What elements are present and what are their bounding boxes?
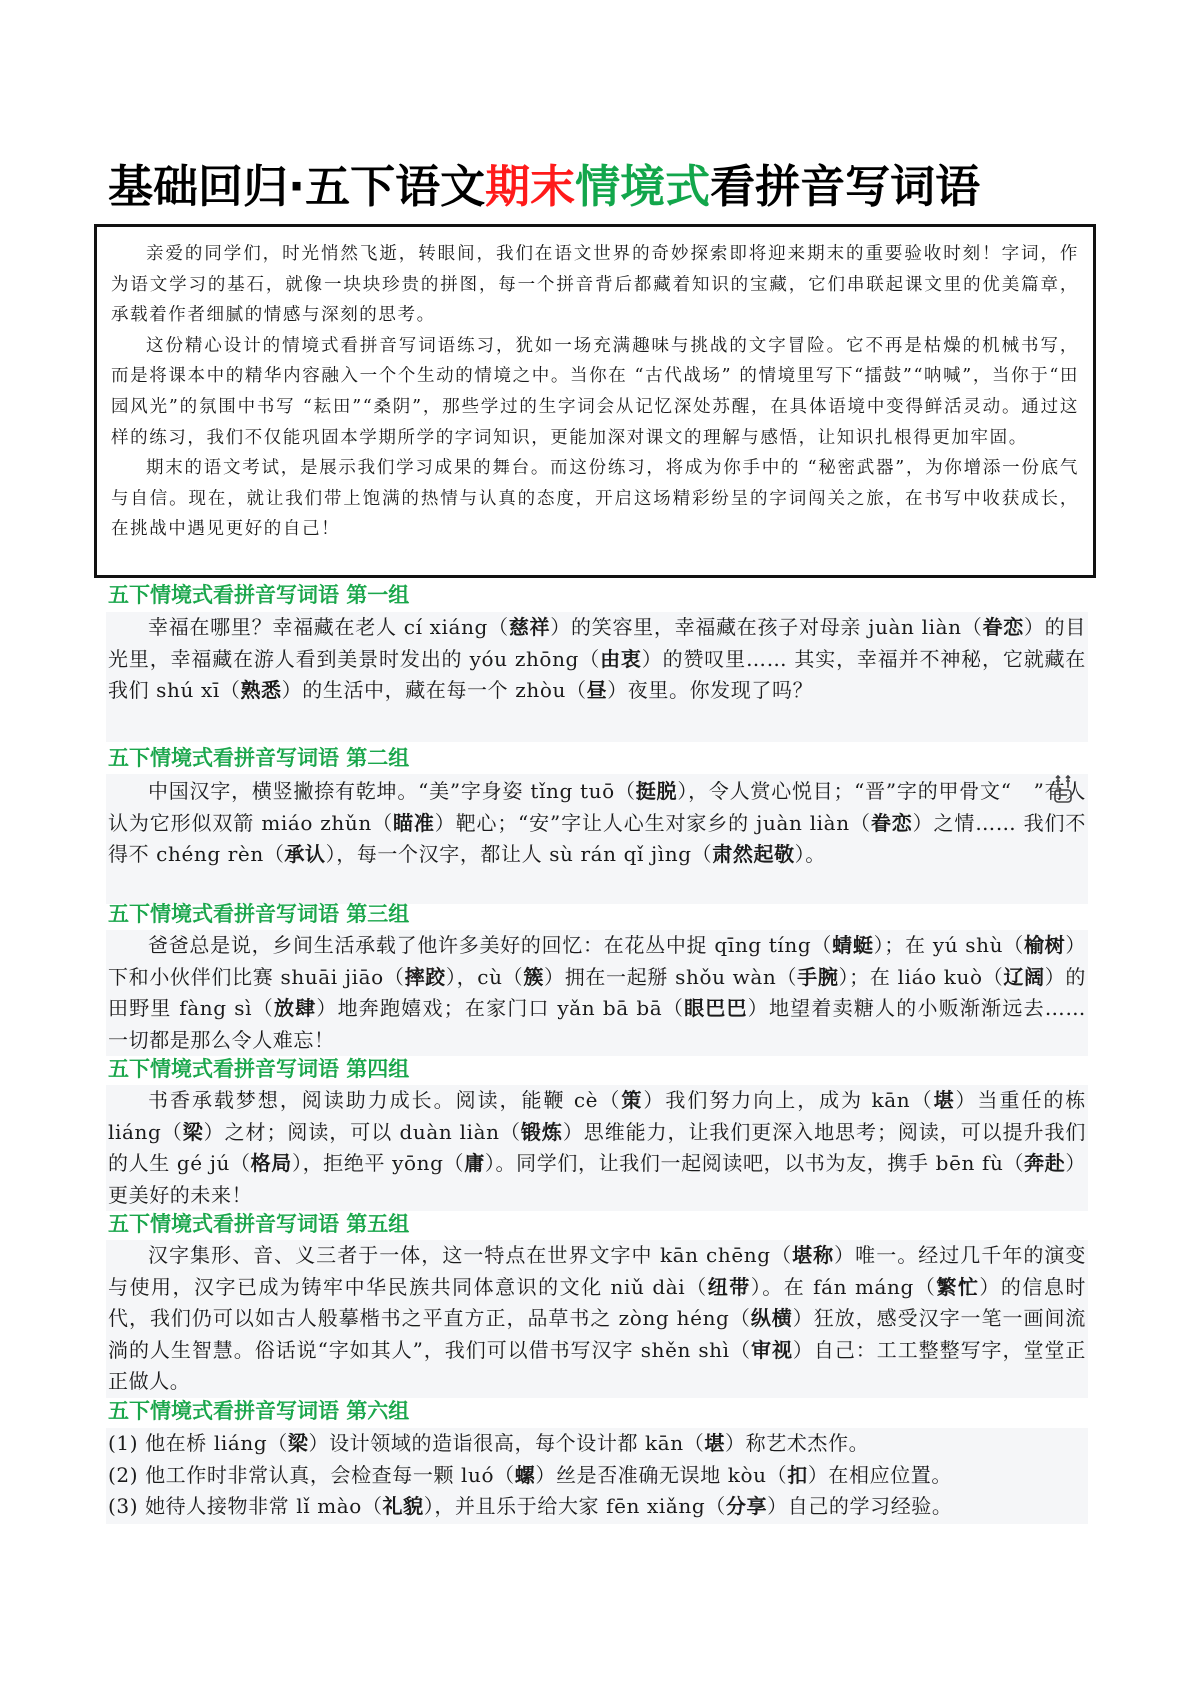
section-paragraph: 汉字集形、音、义三者于一体，这一特点在世界文字中 kān chēng（堪称）唯一。经过几千年的演变与使用，汉字已成为铸牢中华民族共同体意识的文化 niǔ dài（纽带）。在 fán máng（繁忙）的信息时代，我们仍可以如古人般摹楷书之平直方正，品草书之 zòng héng（纵横）狂放，感受汉字一笔一画间流淌的人生智慧。俗话说“字如其人”，我们可以借书写汉字 shěn shì（审视）自己：工工整整写字，堂堂正正做人。 [108, 1243, 1087, 1393]
section-heading-1: 五下情境式看拼音写词语 第一组 [108, 583, 410, 607]
intro-paragraph: 这份精心设计的情境式看拼音写词语练习，犹如一场充满趣味与挑战的文字冒险。它不再是枯燥的机械书写，而是将课本中的精华内容融入一个个生动的情境之中。当你在 “古代战场” 的情境里写下“擂鼓”“呐喊”，当你于“田园风光”的氛围中书写 “耘田”“桑阴”，那些学过的生字词会从记忆深处苏醒，在具体语境中变得鲜活灵动。通过这样的练习，我们不仅能巩固本学期所学的字词知识，更能加深对课文的理解与感悟，让知识扎根得更加牢固。 [111, 335, 1079, 448]
answer-word: 眷恋 [982, 615, 1024, 639]
answer-word: 辽阔 [1003, 964, 1045, 989]
answer-word: 审视 [750, 1337, 793, 1362]
section-body-6 [106, 1428, 1088, 1524]
section-body-1 [106, 612, 1088, 742]
intro-box [94, 224, 1096, 578]
answer-word: 堪 [933, 1088, 956, 1112]
answer-word: 蜻蜓 [832, 933, 874, 957]
answer-word: 堪 [704, 1431, 725, 1455]
answer-word: 格局 [250, 1151, 292, 1175]
answer-word: 慈祥 [508, 615, 551, 639]
answer-word: 奔赴 [1024, 1151, 1066, 1175]
intro-paragraph: 期末的语文考试，是展示我们学习成果的舞台。而这份练习，将成为你手中的 “秘密武器”，为你增添一份底气与自信。现在，就让我们带上饱满的热情与认真的态度，开启这场精彩纷呈的字词闯关之旅，在书写中收获成长，在挑战中遇见更好的自己！ [111, 458, 1079, 540]
answer-word: 肃然起敬 [712, 842, 795, 866]
section-heading-5: 五下情境式看拼音写词语 第五组 [108, 1212, 410, 1236]
answer-word: 簇 [523, 964, 545, 989]
exercise-item-3: (3) 她待人接物非常 lǐ mào（礼貌），并且乐于给大家 fēn xiǎng（分享）自己的学习经验。 [108, 1494, 953, 1518]
section-paragraph: 爸爸总是说，乡间生活承载了他许多美好的回忆：在花丛中捉 qīng tíng（蜻蜓）；在 yú shù（榆树）下和小伙伴们比赛 shuāi jiāo（摔跤），cù（簇）拥在一起掰 shǒu wàn（手腕）；在 liáo kuò（辽阔）的田野里 fàng sì（放肆）地奔跑嬉戏；在家门口 yǎn bā bā（眼巴巴）地望着卖糖人的小贩渐渐远去…… 一切都是那么令人难忘！ [108, 933, 1087, 1052]
answer-word: 分享 [725, 1494, 768, 1518]
intro-paragraph: 亲爱的同学们，时光悄然飞逝，转眼间，我们在语文世界的奇妙探索即将迎来期末的重要验收时刻！字词，作为语文学习的基石，就像一块块珍贵的拼图，每一个拼音背后都藏着知识的宝藏，它们串联起课文里的优美篇章，承载着作者细腻的情感与深刻的思考。 [111, 244, 1079, 326]
answer-word: 策 [621, 1088, 644, 1112]
answer-word: 眼巴巴 [684, 996, 748, 1020]
exercise-item-2: (2) 他工作时非常认真，会检查每一颗 luó（螺）丝是否准确无误地 kòu（扣）在相应位置。 [108, 1462, 953, 1487]
oracle-bone-glyph-icon [1012, 774, 1034, 804]
answer-word: 梁 [182, 1119, 204, 1144]
answer-word: 庸 [464, 1151, 485, 1175]
page-title [108, 152, 1098, 222]
answer-word: 梁 [287, 1431, 309, 1455]
answer-word: 由衷 [600, 646, 642, 671]
section-body-4 [106, 1085, 1088, 1211]
answer-word: 螺 [514, 1462, 536, 1487]
answer-word: 堪称 [792, 1243, 835, 1267]
section-paragraph: 幸福在哪里？幸福藏在老人 cí xiáng（慈祥）的笑容里，幸福藏在孩子对母亲 juàn liàn（眷恋）的目光里，幸福藏在游人看到美景时发出的 yóu zhōng（由衷）的赞叹里…… 其实，幸福并不神秘，它就藏在我们 shú xī（熟悉）的生活中，藏在每一个 zhòu（昼）夜里。你发现了吗？ [108, 615, 1086, 702]
answer-word: 扣 [787, 1462, 808, 1487]
section-body-3 [106, 930, 1088, 1056]
answer-word: 纽带 [707, 1274, 751, 1299]
answer-word: 手腕 [797, 964, 839, 989]
answer-word: 锻炼 [520, 1119, 563, 1144]
section-paragraph: 中国汉字，横竖撇捺有乾坤。“美”字身姿 tǐng tuō（挺脱），令人赏心悦目；“晋”字的甲骨文“ ”有人认为它形似双箭 miáo zhǔn（瞄准）靶心；“安”字让人心生对家乡的 juàn liàn（眷恋）之情…… 我们不得不 chéng rèn（承认），每一个汉字，都让人 sù rán qǐ jìng（肃然起敬）。 [108, 774, 1086, 871]
answer-word: 礼貌 [382, 1494, 424, 1518]
answer-word: 昼 [586, 678, 608, 702]
section-heading-6: 五下情境式看拼音写词语 第六组 [108, 1399, 410, 1423]
section-heading-2: 五下情境式看拼音写词语 第二组 [108, 746, 410, 770]
title-part-1: 基础回归·五下语文 [108, 160, 486, 213]
section-heading-4: 五下情境式看拼音写词语 第四组 [108, 1057, 410, 1081]
exercise-item-1: (1) 他在桥 liáng（梁）设计领域的造诣很高，每个设计都 kān（堪）称艺术杰作。 [108, 1431, 870, 1455]
answer-word: 纵横 [750, 1306, 793, 1330]
section-body-5 [106, 1240, 1088, 1398]
answer-word: 瞄准 [393, 810, 435, 835]
title-highlight-red: 期末 [485, 160, 576, 213]
answer-word: 榆树 [1023, 933, 1066, 957]
title-highlight-green: 情境式 [575, 160, 711, 213]
answer-word: 摔跤 [404, 964, 446, 989]
section-paragraph: 书香承载梦想，阅读助力成长。阅读，能鞭 cè（策）我们努力向上，成为 kān（堪）当重任的栋 liáng（梁）之材；阅读，可以 duàn liàn（锻炼）思维能力，让我们更深入地思考；阅读，可以提升我们的人生 gé jú（格局），拒绝平 yōng（庸）。同学们，让我们一起阅读吧，以书为友，携手 bēn fù（奔赴）更美好的未来！ [108, 1088, 1087, 1207]
section-body-2 [106, 774, 1088, 904]
answer-word: 眷恋 [870, 810, 913, 835]
section-heading-3: 五下情境式看拼音写词语 第三组 [108, 902, 410, 926]
answer-word: 挺脱 [635, 779, 678, 803]
title-part-4: 看拼音写词语 [710, 160, 981, 213]
answer-word: 熟悉 [240, 678, 282, 702]
answer-word: 承认 [284, 842, 326, 866]
answer-word: 放肆 [273, 996, 317, 1020]
answer-word: 繁忙 [936, 1274, 980, 1299]
